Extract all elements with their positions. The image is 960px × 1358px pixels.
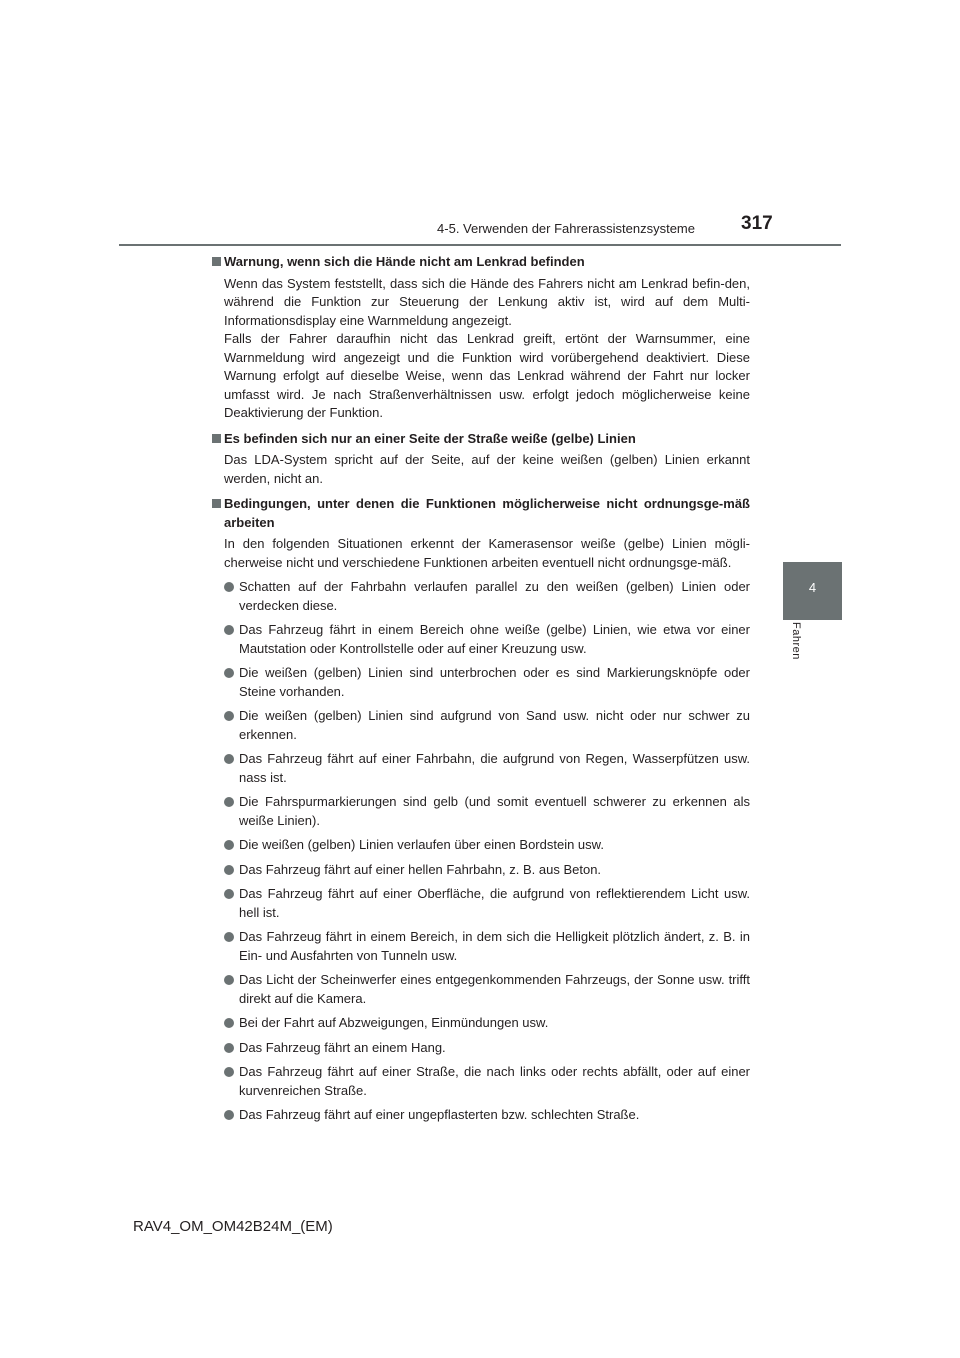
list-item <box>210 861 750 880</box>
list-item-text: Das Fahrzeug fährt auf einer hellen Fahrbahn, z. B. aus Beton. <box>239 861 602 877</box>
list-item-text: Die weißen (gelben) Linien verlaufen über einen Bordstein usw. <box>239 837 604 852</box>
list-item <box>210 621 750 658</box>
list-item-text: Das Fahrzeug fährt an einem Hang. <box>239 1039 446 1055</box>
circle-bullet-icon <box>224 668 234 678</box>
section-conditions <box>210 495 750 1125</box>
list-item-text: Das Fahrzeug fährt auf einer Straße, die nach links oder rechts abfällt, oder auf einer kurvenreichen Straße. <box>239 1064 750 1098</box>
list-item-text: Das Fahrzeug fährt in einem Bereich, in dem sich die Helligkeit plötzlich ändert, z. B. in Ein- und Ausfahrten von Tunneln usw. <box>239 929 750 963</box>
circle-bullet-icon <box>224 1067 234 1077</box>
document-code: RAV4_OM_OM42B24M_(EM) <box>133 1218 333 1235</box>
list-item <box>210 1039 750 1058</box>
circle-bullet-icon <box>224 582 234 592</box>
square-bullet-icon <box>212 434 221 443</box>
section-title <box>210 495 750 532</box>
list-item <box>210 664 750 701</box>
circle-bullet-icon <box>224 975 234 985</box>
circle-bullet-icon <box>224 932 234 942</box>
square-bullet-icon <box>212 257 221 266</box>
header-divider <box>119 244 841 246</box>
circle-bullet-icon <box>224 889 234 899</box>
paragraph: Das LDA-System spricht auf der Seite, auf der keine weißen (gelben) Linien erkannt werden, nicht an. <box>224 452 750 486</box>
square-bullet-icon <box>212 499 221 508</box>
section-title-text: Es befinden sich nur an einer Seite der Straße weiße (gelbe) Linien <box>224 430 636 446</box>
circle-bullet-icon <box>224 711 234 721</box>
paragraph: In den folgenden Situationen erkennt der Kamerasensor weiße (gelbe) Linien mögli-cherweise nicht und verschiedene Funktionen arbeiten eventuell nicht ordnungsge-mäß. <box>224 536 750 570</box>
list-item <box>210 793 750 830</box>
circle-bullet-icon <box>224 1110 234 1120</box>
list-item <box>210 885 750 922</box>
section-title-text: Bedingungen, unter denen die Funktionen möglicherweise nicht ordnungsge-mäß arbeiten <box>224 496 750 530</box>
list-item <box>210 1063 750 1100</box>
paragraph: Falls der Fahrer daraufhin nicht das Lenkrad greift, ertönt der Warnsummer, eine Warnmeldung wird angezeigt und die Funktion wird vorübergehend deaktiviert. Diese Warnung erfolgt auf dieselbe Weise, wenn das Lenkrad während der Fahrt nur locker umfasst wird. Je nach Straßenverhältnissen usw. erfolgt jedoch möglicherweise keine Deaktivierung der Funktion. <box>224 331 750 420</box>
chapter-label: Fahren <box>790 622 802 660</box>
list-item-text: Schatten auf der Fahrbahn verlaufen parallel zu den weißen (gelben) Linien oder verdecken diese. <box>239 579 750 613</box>
list-item-text: Bei der Fahrt auf Abzweigungen, Einmündungen usw. <box>239 1015 549 1030</box>
circle-bullet-icon <box>224 797 234 807</box>
list-item <box>210 578 750 615</box>
list-item <box>210 750 750 787</box>
section-title-text: Warnung, wenn sich die Hände nicht am Lenkrad befinden <box>224 254 585 269</box>
section-hands-off-warning <box>210 253 750 423</box>
list-item <box>210 836 750 855</box>
circle-bullet-icon <box>224 840 234 850</box>
list-item-text: Das Fahrzeug fährt in einem Bereich ohne weiße (gelbe) Linien, wie etwa vor einer Mautstation oder Kontrollstelle oder auf einer Kreuzung usw. <box>239 622 750 656</box>
list-item-text: Das Licht der Scheinwerfer eines entgegenkommenden Fahrzeugs, der Sonne usw. trifft direkt auf die Kamera. <box>239 972 750 1006</box>
circle-bullet-icon <box>224 625 234 635</box>
list-item <box>210 1014 750 1033</box>
circle-bullet-icon <box>224 865 234 875</box>
list-item <box>210 1106 750 1125</box>
list-item <box>210 971 750 1008</box>
list-item <box>210 707 750 744</box>
section-one-side-lines <box>210 430 750 489</box>
list-item-text: Die Fahrspurmarkierungen sind gelb (und somit eventuell schwerer zu erkennen als weiße Linien). <box>239 794 750 828</box>
list-item-text: Das Fahrzeug fährt auf einer Fahrbahn, die aufgrund von Regen, Wasserpfützen usw. nass ist. <box>239 751 750 785</box>
section-title <box>210 430 750 449</box>
circle-bullet-icon <box>224 1018 234 1028</box>
page-content <box>210 253 750 1132</box>
chapter-tab <box>783 562 842 620</box>
header-section-title: 4-5. Verwenden der Fahrerassistenzsysteme <box>437 221 695 236</box>
section-title <box>210 253 750 272</box>
list-item <box>210 928 750 965</box>
circle-bullet-icon <box>224 1043 234 1053</box>
circle-bullet-icon <box>224 754 234 764</box>
chapter-number: 4 <box>808 580 817 595</box>
list-item-text: Die weißen (gelben) Linien sind unterbrochen oder es sind Markierungsknöpfe oder Steine vorhanden. <box>239 665 750 699</box>
list-item-text: Das Fahrzeug fährt auf einer Oberfläche, die aufgrund von reflektierendem Licht usw. hell ist. <box>239 886 750 920</box>
page-number: 317 <box>741 213 773 234</box>
paragraph: Wenn das System feststellt, dass sich die Hände des Fahrers nicht am Lenkrad befin-den, während die Funktion zur Steuerung der Lenkung aktiv ist, wird auf dem Multi-Informationsdisplay eine Warnmeldung angezeigt. <box>224 275 750 328</box>
list-item-text: Die weißen (gelben) Linien sind aufgrund von Sand usw. nicht oder nur schwer zu erkennen. <box>239 708 750 742</box>
list-item-text: Das Fahrzeug fährt auf einer ungepflasterten bzw. schlechten Straße. <box>239 1107 640 1122</box>
